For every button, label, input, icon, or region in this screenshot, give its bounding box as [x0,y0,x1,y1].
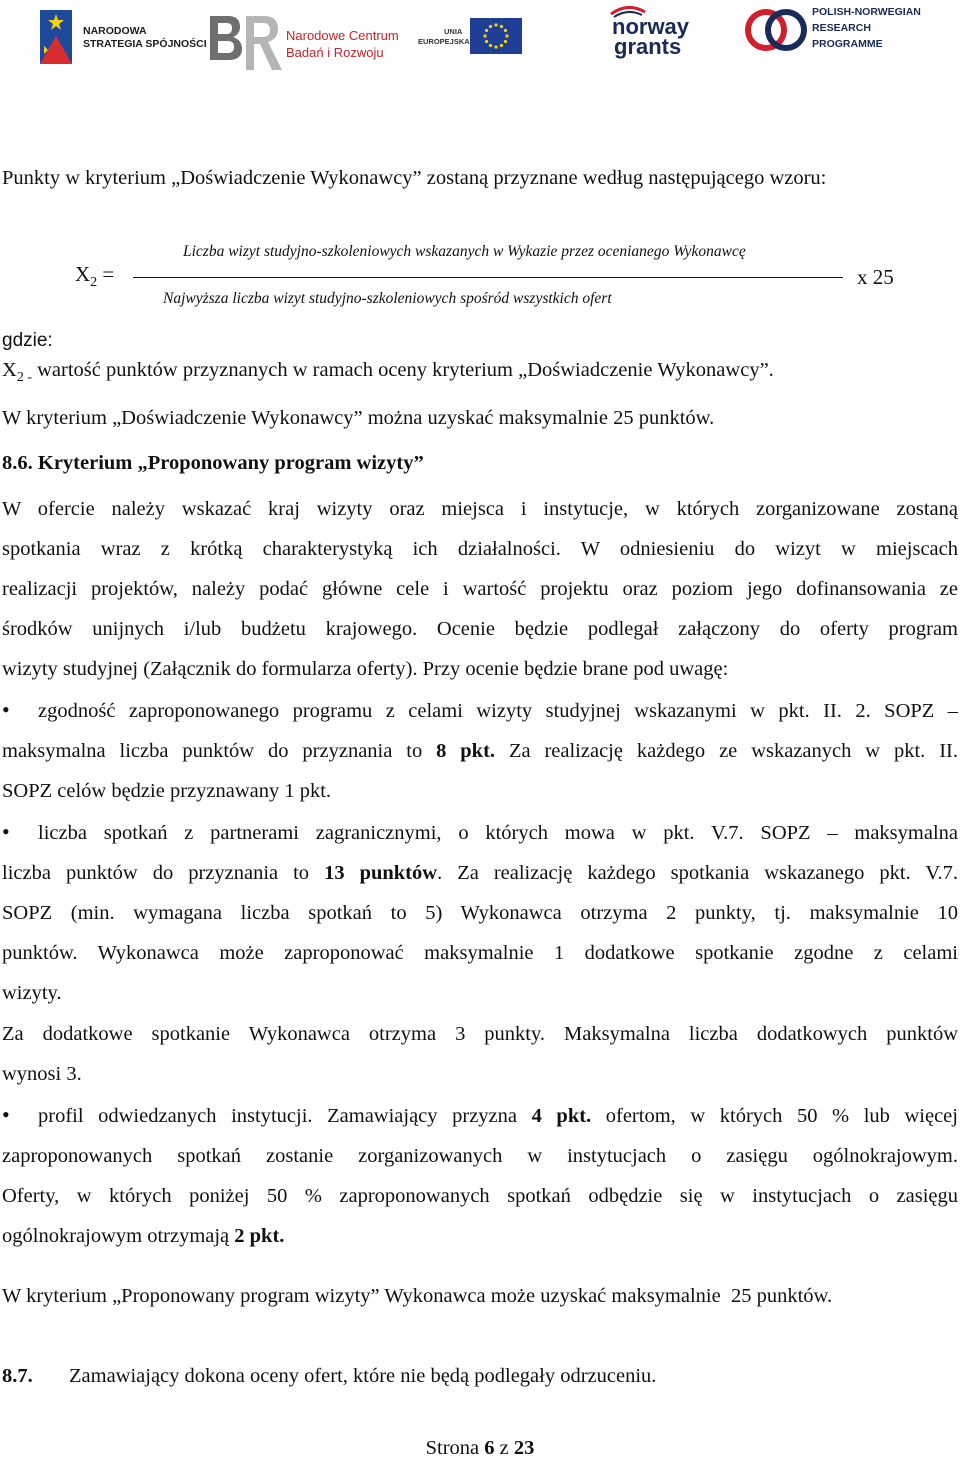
bullet2-line-2 [2,853,958,893]
logo-norway-line1: norway [612,14,690,39]
bullet1-l2-bold: 8 pkt. [436,740,496,762]
section-86-para-line-5: wizyty studyjnej (Załącznik do formularza oferty). Przy ocenie będzie brane pod uwagę: [2,658,729,680]
logo-pnrp [744,6,954,56]
intro-paragraph: Punkty w kryterium „Doświadczenie Wykonawcy” zostaną przyznane według następującego wzoru: [2,167,827,189]
formula-multiplier: x 25 [857,265,894,289]
bullet2-l2-pre: liczba punktów do przyznania to [2,862,325,884]
max-points-line-2: W kryterium „Proponowany program wizyty” Wykonawca może uzyskać maksymalnie 25 punktów. [2,1285,833,1307]
bullet2-line-4: punktów. Wykonawca może zaproponować maksymalnie 1 dodatkowe spotkanie zgodne z celami [2,942,958,964]
logo-ue-line2: EUROPEJSKA [418,37,470,46]
bullet3-l1-bold: 4 pkt. [531,1105,592,1127]
logo-pnrp-line1: POLISH-NORWEGIAN [812,6,921,18]
logo-ue-line1: UNIA [444,27,463,36]
bullet2-line-1: liczba spotkań z partnerami zagranicznymi, o których mowa w pkt. V.7. SOPZ – maksymalna [38,822,958,844]
definition-line [2,350,958,398]
formula-lhs [75,262,114,291]
bullet2-line-7: wynosi 3. [2,1063,82,1085]
bullet2-line-3: SOPZ (min. wymagana liczba spotkań to 5) Wykonawca otrzyma 2 punkty, tj. maksymalnie 10 [2,902,958,924]
nss-emblem-icon [36,6,76,68]
section-86-para-line-1: W ofercie należy wskazać kraj wizyty oraz miejsca i instytucje, w których zorganizowane zostaną [2,498,958,520]
footer-page-total: 23 [513,1437,535,1459]
section-87-text: Zamawiający dokona oceny ofert, które nie będą podlegały odrzuceniu. [69,1365,657,1387]
bullet1-l2-post: Za realizację każdego ze wskazanych w pkt. II. [495,740,958,762]
logo-pnrp-line3: PROGRAMME [812,38,883,50]
bullet2-l2-bold: 13 punktów [324,862,438,884]
definition-var: X [2,359,17,381]
bullet1-l2-pre: maksymalna liczba punktów do przyznania to [2,740,437,762]
logo-pnrp-line2: RESEARCH [812,22,871,34]
footer-prefix: Strona [425,1437,485,1459]
formula-numerator: Liczba wizyt studyjno-szkoleniowych wskazanych w Wykazie przez ocenianego Wykonawcę [183,243,746,260]
definition-text: wartość punktów przyznanych w ramach oceny kryterium „Doświadczenie Wykonawcy”. [31,359,774,381]
bullet2-l2-post: . Za realizację każdego spotkania wskazanego pkt. V.7. [437,862,959,884]
bullet1-line-2 [2,731,958,771]
gdzie-label: gdzie: [2,330,53,351]
ncbr-br-mark-icon [206,12,286,74]
logo-nss-line2: STRATEGIA SPÓJNOŚCI [83,38,207,50]
logo-nss [36,6,207,68]
logo-ue [416,18,526,58]
header-logos [0,0,960,80]
section-86-heading: 8.6. Kryterium „Proponowany program wizyty” [2,452,424,474]
bullet2-line-6: Za dodatkowe spotkanie Wykonawca otrzyma 3 punkty. Maksymalna liczba dodatkowych punktów [2,1023,958,1045]
bullet3-l4-bold: 2 pkt. [234,1225,285,1247]
logo-ncbr-line2: Badań i Rozwoju [286,45,384,60]
formula-lhs-sub: 2 [90,275,98,291]
logo-norway-line2: grants [614,34,682,59]
bullet-marker-1: • [2,697,10,722]
bullet1-line-3: SOPZ celów będzie przyznawany 1 pkt. [2,780,332,802]
definition-sub: 2 - [16,370,32,386]
bullet3-line-1 [38,1096,958,1136]
bullet2-line-5: wizyty. [2,982,62,1004]
bullet-marker-3: • [2,1102,10,1127]
bullet3-line-4 [2,1216,958,1256]
section-86-para-line-2: spotkania wraz z krótką charakterystyką ich działalności. W odniesieniu do wizyt w miejscach [2,538,958,560]
max-points-line-1: W kryterium „Doświadczenie Wykonawcy” można uzyskać maksymalnie 25 punktów. [2,407,715,429]
logo-norway-grants [604,4,704,64]
pnrp-rings-icon [744,6,808,54]
bullet3-line-2: zaproponowanych spotkań zostanie zorganizowanych w instytucjach o zasięgu ogólnokrajowym. [2,1145,958,1167]
bullet3-l4-pre: ogólnokrajowym otrzymają [2,1225,235,1247]
bullet3-line-3: Oferty, w których poniżej 50 % zaproponowanych spotkań odbędzie się w instytucjach o zasięgu [2,1185,958,1207]
fraction-line [133,277,843,278]
section-86-para-line-4: środków unijnych i/lub budżetu krajowego. Ocenie będzie podlegał załączony do oferty program [2,618,958,640]
section-87-number: 8.7. [2,1365,33,1387]
footer-sep: z [494,1437,514,1459]
footer-page-number: 6 [484,1437,495,1459]
bullet3-l1-post: ofertom, w których 50 % lub więcej [591,1105,958,1127]
logo-ncbr-line1: Narodowe Centrum [286,28,399,43]
logo-nss-line1: NARODOWA [83,25,147,37]
formula-lhs-eq: = [102,262,115,286]
formula-denominator: Najwyższa liczba wizyt studyjno-szkoleniowych spośród wszystkich ofert [163,290,612,307]
section-86-para-line-3: realizacji projektów, należy podać główne cele i wartość projektu oraz poziom jego dofinansowania ze [2,578,958,600]
bullet1-line-1: zgodność zaproponowanego programu z celami wizyty studyjnej wskazanymi w pkt. II. 2. SOPZ – [38,700,958,722]
bullet3-l1-pre: profil odwiedzanych instytucji. Zamawiający przyzna [38,1105,532,1127]
page-footer [0,1437,960,1460]
logo-ncbr [206,12,399,74]
bullet-marker-2: • [2,819,10,844]
formula-lhs-var: X [75,262,91,286]
eu-flag-icon [470,18,522,54]
